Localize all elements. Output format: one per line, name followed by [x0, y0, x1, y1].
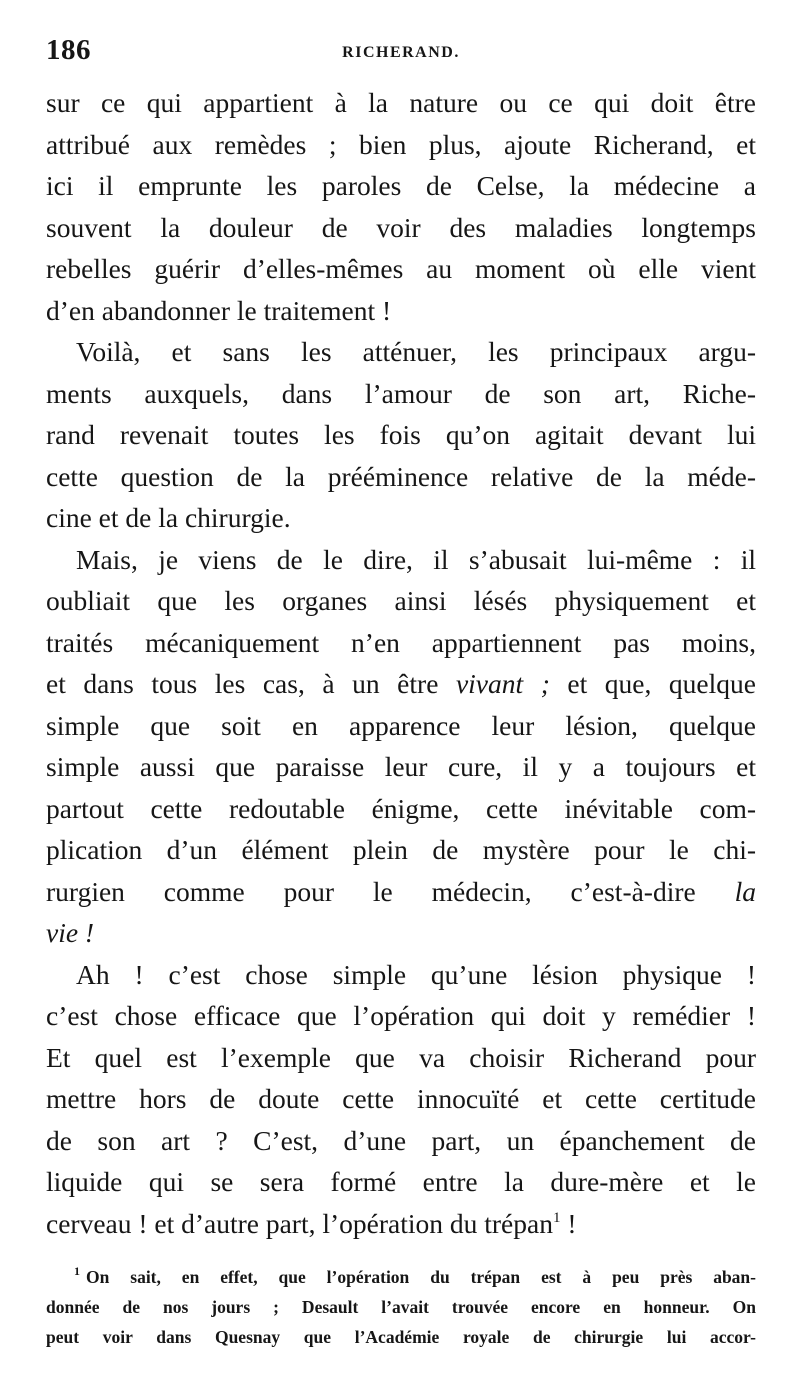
- text-line: plication d’un élément plein de mystère pour le chi-: [46, 834, 756, 865]
- text-fragment: et dans tous les cas, à un être: [46, 668, 456, 699]
- text-line: [46, 871, 756, 913]
- text-line: traités mécaniquement n’en appartiennent pas moins,: [46, 626, 756, 658]
- italic-word: la: [734, 875, 756, 907]
- footnote-line: [46, 1256, 756, 1292]
- text-line: Voilà, et sans les atténuer, les principaux argu-: [76, 336, 756, 367]
- running-head: [46, 30, 756, 90]
- footnote-line: donnée de nos jours ; Desault l’avait trouvée encore en honneur. On: [46, 1297, 756, 1317]
- italic-word: vie !: [46, 917, 95, 948]
- text-line: [46, 912, 756, 954]
- text-line: ments auxquels, dans l’amour de son art, Riche-: [46, 377, 756, 409]
- text-line: simple aussi que paraisse leur cure, il y a toujours et: [46, 751, 756, 782]
- text-line: attribué aux remèdes ; bien plus, ajoute Richerand, et: [46, 128, 756, 160]
- paragraph-2: [46, 331, 756, 539]
- text-line: [46, 1203, 756, 1245]
- text-line: Mais, je viens de le dire, il s’abusait lui-même : il: [76, 543, 756, 575]
- body-text: [46, 82, 756, 1244]
- text-line: sur ce qui appartient à la nature ou ce qui doit être: [46, 87, 756, 118]
- text-fragment: et que, quelque: [549, 668, 756, 699]
- text-line: partout cette redoutable énigme, cette inévitable com-: [46, 792, 756, 824]
- text-line: mettre hors de doute cette innocuïté et cette certitude: [46, 1083, 756, 1114]
- text-line: Ah ! c’est chose simple qu’une lésion physique !: [76, 958, 756, 990]
- text-line: de son art ? C’est, d’une part, un épanchement de: [46, 1124, 756, 1156]
- text-line: c’est chose efficace que l’opération qui doit y remédier !: [46, 1000, 756, 1031]
- text-line: rand revenait toutes les fois qu’on agitait devant lui: [46, 419, 756, 450]
- paragraph-3: [46, 539, 756, 954]
- text-line: ici il emprunte les paroles de Celse, la médecine a: [46, 170, 756, 201]
- running-title: RICHERAND.: [342, 44, 460, 61]
- text-fragment: rurgien comme pour le médecin, c’est-à-dire: [46, 875, 735, 907]
- footnote: [46, 1256, 756, 1352]
- text-fragment: cerveau ! et d’autre part, l’opération du trépan: [46, 1207, 553, 1239]
- footnote-reference[interactable]: 1: [552, 1209, 561, 1226]
- paragraph-4: [46, 954, 756, 1245]
- page-number: 186: [46, 34, 91, 66]
- text-line: Et quel est l’exemple que va choisir Richerand pour: [46, 1041, 756, 1073]
- footnote-line: peut voir dans Quesnay que l’Académie royale de chirurgie lui accor-: [46, 1327, 756, 1347]
- text-line: souvent la douleur de voir des maladies longtemps: [46, 211, 756, 243]
- text-line: rebelles guérir d’elles-mêmes au moment où elle vient: [46, 253, 756, 284]
- footnote-mark: 1: [74, 1264, 80, 1278]
- text-line: simple que soit en apparence leur lésion, quelque: [46, 709, 756, 741]
- text-line: d’en abandonner le traitement !: [46, 294, 392, 326]
- italic-word: vivant ;: [455, 668, 550, 699]
- text-line: oubliait que les organes ainsi lésés physiquement et: [46, 585, 756, 616]
- paragraph-1: [46, 82, 756, 331]
- text-line: [46, 663, 756, 705]
- text-fragment: !: [560, 1207, 577, 1239]
- text-line: cette question de la prééminence relative de la méde-: [46, 460, 756, 492]
- text-line: liquide qui se sera formé entre la dure-mère et le: [46, 1166, 756, 1197]
- text-line: cine et de la chirurgie.: [46, 502, 291, 533]
- footnote-text: On sait, en effet, que l’opération du trépan est à peu près aban-: [86, 1267, 756, 1287]
